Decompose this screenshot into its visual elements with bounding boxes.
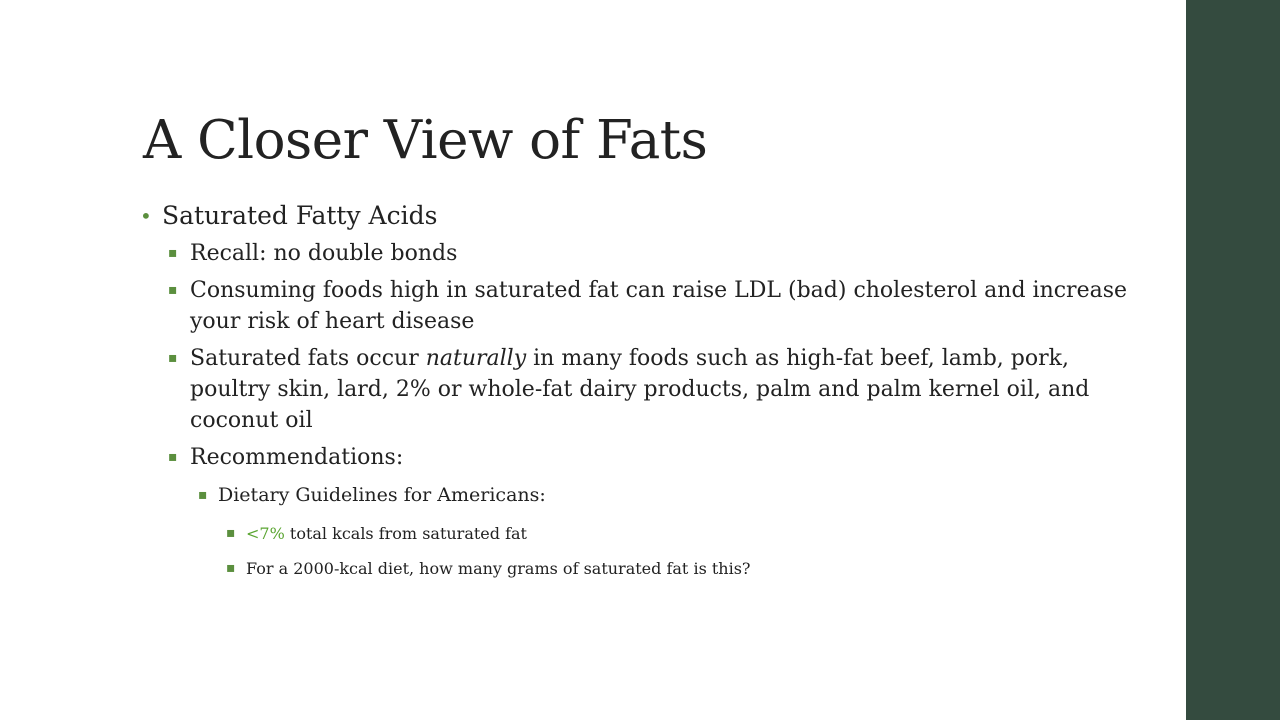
square-bullet-icon: ▪ — [168, 449, 178, 465]
bullet-text — [190, 343, 1140, 436]
bullet-text: Saturated Fatty Acids — [162, 201, 438, 230]
bullet-saturated-fatty-acids — [140, 198, 1140, 234]
square-bullet-icon: ▪ — [226, 525, 236, 541]
bullet-text: Recommendations: — [190, 445, 404, 470]
round-bullet-icon: • — [140, 204, 152, 228]
bullet-text: Dietary Guidelines for Americans: — [218, 484, 546, 506]
text-part-after: total kcals from saturated fat — [284, 524, 527, 543]
square-bullet-icon: ▪ — [168, 282, 178, 298]
square-bullet-icon: ▪ — [168, 245, 178, 261]
highlighted-percentage: <7% — [246, 524, 285, 543]
emphasized-word: naturally — [425, 346, 527, 371]
bullet-seven-percent-kcals — [226, 522, 1140, 545]
square-bullet-icon: ▪ — [168, 350, 178, 366]
bullet-text: Consuming foods high in saturated fat can raise LDL (bad) cholesterol and increase your risk of heart disease — [190, 278, 1128, 334]
slide-title: A Closer View of Fats — [143, 110, 708, 171]
accent-side-bar — [1186, 0, 1280, 720]
bullet-dietary-guidelines — [198, 482, 1140, 509]
text-part-after: in many foods such as high-fat beef, lamb, pork, poultry skin, lard, 2% or whole-fat dairy products, palm and palm kernel oil, and coconut oil — [190, 346, 1090, 433]
square-bullet-icon: ▪ — [198, 487, 208, 503]
bullet-text — [246, 522, 1140, 545]
bullet-text: For a 2000-kcal diet, how many grams of saturated fat is this? — [246, 559, 751, 578]
bullet-recall-no-double-bonds — [168, 238, 1140, 269]
text-part-before: Saturated fats occur — [190, 346, 426, 371]
bullet-natural-sources — [168, 343, 1140, 436]
bullet-text: Recall: no double bonds — [190, 241, 458, 266]
bullet-ldl-heart-disease — [168, 275, 1140, 337]
square-bullet-icon: ▪ — [226, 560, 236, 576]
bullet-grams-question — [226, 557, 1140, 580]
slide-content — [140, 198, 1140, 580]
bullet-recommendations — [168, 442, 1140, 473]
